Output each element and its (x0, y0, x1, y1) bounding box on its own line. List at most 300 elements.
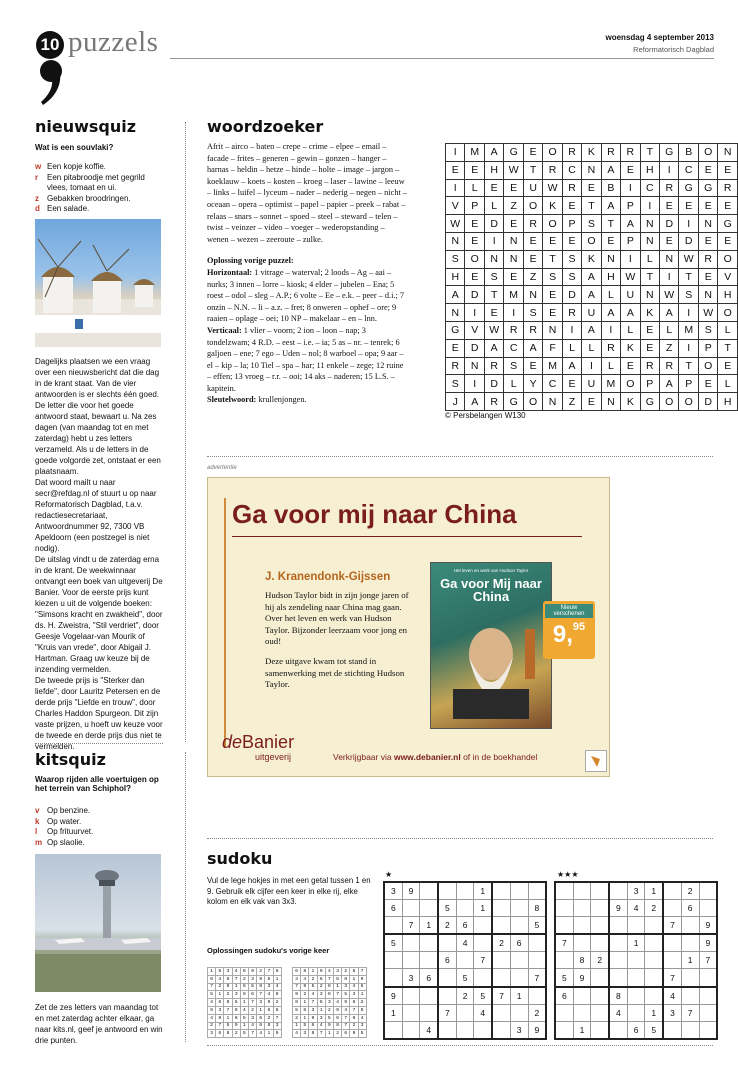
grid-letter: C (640, 179, 659, 197)
sudoku-cell: 1 (420, 917, 438, 935)
sudoku-cell: 5 (384, 934, 402, 952)
difficulty-stars-2: ★★★ (557, 870, 579, 879)
sudoku-cell (456, 952, 474, 969)
grid-letter: E (660, 232, 679, 250)
grid-letter: S (446, 250, 465, 268)
solution-cell: 8 (232, 1006, 240, 1014)
solution-cell: 8 (265, 1022, 273, 1030)
grid-letter: N (640, 286, 659, 304)
sudoku-cell (528, 952, 546, 969)
solution-cell: 4 (358, 1014, 366, 1022)
grid-letter: S (523, 304, 542, 322)
solution-cell: 4 (317, 1022, 325, 1030)
grid-letter: P (679, 375, 698, 393)
grid-letter: H (446, 268, 465, 286)
sudoku-cell (699, 1004, 717, 1021)
grid-letter: M (601, 375, 620, 393)
sudoku-cell: 1 (384, 1004, 402, 1021)
grid-letter: E (523, 250, 542, 268)
grid-letter: E (718, 161, 738, 179)
word-search-copyright: © Persbelangen W130 (445, 411, 526, 420)
grid-letter: N (698, 215, 717, 233)
sudoku-cell: 5 (474, 987, 492, 1005)
grid-letter: I (504, 304, 523, 322)
sudoku-cell: 5 (438, 900, 456, 917)
solution-cell: 5 (273, 1006, 281, 1014)
solution-cell: 6 (216, 1030, 224, 1038)
grid-letter: M (543, 357, 562, 375)
option: v Op benzine. (35, 806, 91, 815)
grid-letter: A (601, 304, 620, 322)
grid-letter: P (621, 197, 640, 215)
solution-cell: 7 (342, 1014, 350, 1022)
grid-letter: L (484, 197, 503, 215)
section-divider (207, 838, 713, 839)
grid-letter: E (504, 179, 523, 197)
solution-cell: 1 (333, 983, 341, 991)
solution-cell: 2 (309, 975, 317, 983)
grid-letter: R (484, 393, 503, 411)
solution-cell: 1 (317, 1006, 325, 1014)
sudoku-cell (420, 1004, 438, 1021)
grid-letter: U (582, 304, 601, 322)
solution-cell: 4 (208, 1014, 216, 1022)
solution-cell: 4 (301, 975, 309, 983)
solution-cell: 3 (224, 968, 232, 976)
grid-letter: E (698, 161, 717, 179)
grid-letter: O (465, 250, 484, 268)
grid-letter: H (484, 161, 503, 179)
grid-letter: O (621, 375, 640, 393)
sudoku-cell: 7 (438, 1004, 456, 1021)
solution-cell: 3 (309, 1006, 317, 1014)
solution-cell: 6 (224, 975, 232, 983)
solution-cell: 5 (248, 983, 256, 991)
grid-letter: D (660, 215, 679, 233)
sudoku-cell: 9 (699, 934, 717, 952)
grid-letter: N (582, 161, 601, 179)
word-list: Afrit – airco – baten – crepe – crime – elpee – email – facade – frites – generen – gewin – gonzen – hanger – harnas – heldin – hetze – hinde – holte – image – jargon – koeklauw – koets – kosten – kroeg – laser – lawine – leeuw – links – luifel – lyceum – nader – nederig – negen – nicht – oceaan – opera – optimist – papel – papier – preek – rabat – relaas – snars – sonnet – spoed – steel – steward – telen – twist – veinzer – video – voeger – wederopstanding – wenen – wezen – zeeroute – zulke. (207, 142, 407, 244)
sudoku-cell (456, 900, 474, 917)
solution-cell: 3 (248, 1014, 256, 1022)
solution-cell: 2 (208, 1022, 216, 1030)
solution-cell: 5 (232, 999, 240, 1007)
sudoku-cell (492, 900, 510, 917)
grid-letter: I (621, 250, 640, 268)
grid-letter: L (621, 321, 640, 339)
grid-letter: I (621, 179, 640, 197)
grid-letter: H (601, 268, 620, 286)
grid-letter: D (465, 286, 484, 304)
grid-letter: H (640, 161, 659, 179)
sudoku-cell (627, 1004, 645, 1021)
grid-letter: R (562, 144, 581, 162)
sudoku-cell (420, 900, 438, 917)
grid-letter: D (698, 393, 717, 411)
grid-letter: I (446, 179, 465, 197)
sudoku-cell (420, 987, 438, 1005)
solution-cell: 2 (350, 1022, 358, 1030)
grid-letter: R (718, 179, 738, 197)
sudoku-cell (591, 900, 609, 917)
solution-cell: 1 (208, 968, 216, 976)
solution-cell: 2 (301, 991, 309, 999)
sudoku-cell (627, 987, 645, 1005)
grid-letter: A (601, 161, 620, 179)
grid-letter: F (543, 339, 562, 357)
grid-letter: E (698, 197, 717, 215)
solution-cell: 4 (333, 999, 341, 1007)
grid-letter: T (484, 286, 503, 304)
solution-cell: 1 (232, 983, 240, 991)
grid-letter: I (601, 321, 620, 339)
solution-verticaal: Verticaal: 1 vlier – voorn; 2 ion – loon – nap; 3 tondelzwam; 4 R.D. – eest – i.e. – ia; 5 as – nr. – tenrek; 6 galjoen – ene; 7 ego – Uden – nol; 8 warboel – opa; 9 aar – el – kip – la; 10 Tiel – spa – har; 11 enkele – zege; 12 ruine – effen; 13 vroeg – r.r. – ooi; 14 aks – naderen; 15 L.S. – kapitein. (207, 325, 404, 393)
kitsquiz-body: Zet de zes letters van maandag tot en met zaterdag achter elkaar, ga naar kits.nl, geef je antwoord en win drie punten. (35, 1003, 163, 1045)
grid-letter: K (621, 393, 640, 411)
grid-letter: A (523, 339, 542, 357)
publisher-icon (585, 750, 607, 772)
solution-cell: 5 (240, 1030, 248, 1038)
nieuwsquiz-body: Dagelijks plaatsen we een vraag over een nieuwsbericht dat die dag in de krant staat. Van de vier antwoorden is er slechts één goed. De letter die voor het goede antwoord staat, bewaart u. Na zes dagen (van maandag tot en met zaterdag) hebt u zes letters verzameld. Als u de letters in de goede volgorde zet, ontstaat er een plaatsnaam. Dat woord mailt u naar secr@refdag.nl of stuurt u op naar Reformatorisch Dagblad, t.a.v. redactiesecretariaat, Antwoordnummer 92, 7300 VB Apeldoorn (een postzegel is niet nodig). De uitslag vindt u de zaterdag erna in de krant. De weekwinnaar ontvangt een boek van uitgeverij De Banier. Voor de eerste prijs kunt kiezen u uit de volgende boeken: "Simsons kracht en zwakheid", door ds. H. Zweistra, "Stil verdriet", door Geesje Vogelaar-van Mourik of "Kruis van vrede", door Abigail J. Hartman. Graag uw keuze bij de inzending vermelden. De tweede prijs is "Sterker dan liefde", door Lauritz Petersen en de derde prijs "Liefde en trouw", door Charles Haddon Spurgeon. Dit zijn vaste prijzen, u hoeft uw keuze voor de tweede en derde prijs dus niet te vermelden. (35, 357, 163, 751)
solution-cell: 8 (333, 1022, 341, 1030)
grid-letter: R (660, 179, 679, 197)
solution-cell: 3 (333, 968, 341, 976)
grid-letter: G (640, 393, 659, 411)
solution-cell: 3 (342, 983, 350, 991)
solution-cell: 7 (342, 1022, 350, 1030)
solution-cell: 2 (358, 999, 366, 1007)
solution-cell: 6 (317, 975, 325, 983)
option: k Op water. (35, 816, 82, 826)
solution-cell: 7 (216, 1022, 224, 1030)
sudoku-cell (699, 969, 717, 987)
grid-letter: T (601, 215, 620, 233)
grid-letter: L (640, 250, 659, 268)
grid-letter: V (465, 321, 484, 339)
sudoku-cell (456, 1021, 474, 1039)
grid-letter: H (718, 286, 738, 304)
section-divider (207, 456, 713, 457)
publisher-link[interactable]: www.debanier.nl (393, 752, 461, 762)
sudoku-cell (699, 987, 717, 1005)
ad-accent-line (224, 498, 226, 748)
grid-letter: R (523, 321, 542, 339)
solution-cell: 7 (293, 983, 301, 991)
solution-horizontaal: Horizontaal: 1 vitrage – waterval; 2 loods – Ag – aai – nurks; 3 innen – lorre – kiosk; 4 elder – jubelen – Ena; 5 roest – odol – sleg – A.P.; 6 volte – Ee – e.k. – peer – d.i.; 7 onzin – N.N. – li – a.z. – fret; 8 onweren – ophef – ore; 9 raaien – oplage – oei; 10 NP – makelaar – en – lnn. (207, 267, 405, 324)
publisher-subtitle: uitgeverij (255, 752, 292, 762)
sudoku-cell (438, 1021, 456, 1039)
solution-cell: 7 (208, 983, 216, 991)
grid-letter: J (446, 393, 465, 411)
grid-letter: P (698, 339, 717, 357)
solution-cell: 6 (309, 1022, 317, 1030)
sudoku-cell (492, 952, 510, 969)
solution-cell: 6 (358, 983, 366, 991)
sudoku-cell: 4 (609, 1004, 627, 1021)
sudoku-cell (609, 917, 627, 935)
grid-letter: W (698, 304, 717, 322)
grid-letter: A (621, 304, 640, 322)
solution-cell: 3 (301, 1030, 309, 1038)
sudoku-cell: 2 (438, 917, 456, 935)
sudoku-cell (384, 969, 402, 987)
solution-cell: 8 (325, 991, 333, 999)
solution-cell: 2 (224, 991, 232, 999)
sudoku-cell (609, 952, 627, 969)
solution-cell: 9 (301, 983, 309, 991)
option: r Een pitabroodje met gegrild vlees, tomaat en ui. (35, 172, 145, 192)
woordzoeker-text (207, 141, 407, 406)
grid-letter: E (718, 357, 738, 375)
grid-letter: L (562, 339, 581, 357)
sudoku-cell (474, 934, 492, 952)
sudoku-cell: 9 (699, 917, 717, 935)
solution-cell: 8 (293, 999, 301, 1007)
grid-letter: E (621, 161, 640, 179)
solution-cell: 9 (208, 1006, 216, 1014)
grid-letter: T (718, 339, 738, 357)
solution-cell: 2 (216, 983, 224, 991)
grid-letter: I (679, 339, 698, 357)
solution-cell: 4 (248, 1022, 256, 1030)
ad-body-2: Deze uitgave kwam tot stand in samenwerking met de stichting Hudson Taylor. (265, 656, 405, 689)
grid-letter: I (679, 304, 698, 322)
solution-cell: 2 (240, 975, 248, 983)
sudoku-cell: 5 (555, 969, 573, 987)
solution-cell: 9 (309, 1014, 317, 1022)
sudoku-solution-1 (207, 967, 282, 1038)
grid-letter: G (504, 144, 523, 162)
grid-letter: S (582, 215, 601, 233)
sudoku-cell (402, 952, 420, 969)
solution-cell: 5 (293, 1006, 301, 1014)
sudoku-cell: 3 (663, 1004, 681, 1021)
solution-cell: 9 (224, 983, 232, 991)
grid-letter: T (640, 144, 659, 162)
sudoku-cell: 3 (384, 882, 402, 900)
sudoku-cell (456, 1004, 474, 1021)
sudoku-cell: 2 (591, 952, 609, 969)
sudoku-cell: 9 (609, 900, 627, 917)
sudoku-cell: 7 (681, 1004, 699, 1021)
grid-letter: U (582, 375, 601, 393)
sudoku-cell (609, 969, 627, 987)
sudoku-cell: 8 (609, 987, 627, 1005)
grid-letter: N (446, 232, 465, 250)
grid-letter: K (621, 339, 640, 357)
grid-letter: C (679, 161, 698, 179)
solution-cell: 9 (333, 1006, 341, 1014)
sudoku-cell (555, 900, 573, 917)
grid-letter: Z (523, 268, 542, 286)
grid-letter: R (640, 357, 659, 375)
grid-letter: K (640, 304, 659, 322)
grid-letter: G (504, 393, 523, 411)
sudoku-cell: 2 (528, 1004, 546, 1021)
grid-letter: P (562, 215, 581, 233)
grid-letter: M (679, 321, 698, 339)
grid-letter: Z (504, 197, 523, 215)
sudoku-cell: 7 (492, 987, 510, 1005)
windmills-photo (35, 219, 161, 347)
grid-letter: R (562, 304, 581, 322)
grid-letter: M (465, 144, 484, 162)
sudoku-cell: 6 (456, 917, 474, 935)
solution-cell: 4 (342, 1006, 350, 1014)
sudoku-cell (402, 987, 420, 1005)
sudoku-cell (555, 1021, 573, 1039)
grid-letter: T (640, 268, 659, 286)
solution-cell: 9 (350, 1030, 358, 1038)
sudoku-cell (384, 1021, 402, 1039)
solution-cell: 1 (358, 991, 366, 999)
solution-cell: 9 (216, 1014, 224, 1022)
grid-letter: R (523, 215, 542, 233)
solution-cell: 3 (325, 999, 333, 1007)
sudoku-cell: 2 (492, 934, 510, 952)
grid-letter: R (601, 144, 620, 162)
sudoku-cell: 2 (681, 882, 699, 900)
grid-letter: S (543, 268, 562, 286)
price-cents: 95 (572, 621, 586, 633)
grid-letter: W (446, 215, 465, 233)
solution-cell: 3 (317, 1014, 325, 1022)
solution-cell: 9 (265, 999, 273, 1007)
solution-cell: 8 (309, 1030, 317, 1038)
sudoku-cell: 2 (645, 900, 663, 917)
sudoku-cell (627, 917, 645, 935)
solution-cell: 3 (216, 1006, 224, 1014)
sudoku-cell (492, 882, 510, 900)
grid-letter: Z (660, 339, 679, 357)
sudoku-cell (591, 1021, 609, 1039)
solution-cell: 1 (293, 1022, 301, 1030)
kitsquiz-title: kitsquiz (35, 750, 106, 769)
option: d Een salade. (35, 204, 90, 213)
grid-letter: E (484, 179, 503, 197)
grid-letter: S (562, 250, 581, 268)
grid-letter: G (660, 144, 679, 162)
solution-cell: 5 (301, 1022, 309, 1030)
grid-letter: E (640, 339, 659, 357)
solution-cell: 2 (232, 1030, 240, 1038)
grid-letter: C (504, 339, 523, 357)
solution-cell: 8 (232, 1014, 240, 1022)
grid-letter: R (446, 357, 465, 375)
sudoku-cell (591, 1004, 609, 1021)
sudoku-cell: 5 (645, 1021, 663, 1039)
sudoku-cell (420, 934, 438, 952)
sudoku-cell: 6 (681, 900, 699, 917)
solution-cell: 6 (342, 1030, 350, 1038)
solution-cell: 1 (273, 975, 281, 983)
nieuwsquiz-title: nieuwsquiz (35, 117, 137, 136)
grid-letter: A (446, 286, 465, 304)
grid-letter: N (640, 232, 659, 250)
grid-letter: E (718, 197, 738, 215)
sudoku-cell (474, 917, 492, 935)
solution-cell: 5 (342, 991, 350, 999)
column-divider (185, 752, 186, 1042)
publisher-logo: deBanier (222, 732, 295, 752)
sudoku-cell: 1 (645, 882, 663, 900)
grid-letter: E (465, 161, 484, 179)
grid-letter: D (465, 339, 484, 357)
grid-letter: N (640, 215, 659, 233)
grid-letter: N (446, 304, 465, 322)
solution-cell: 2 (333, 1030, 341, 1038)
solution-cell: 1 (224, 1014, 232, 1022)
solution-cell: 7 (358, 968, 366, 976)
sudoku-cell (663, 934, 681, 952)
solution-cell: 6 (265, 1006, 273, 1014)
sudoku-cell (510, 952, 528, 969)
grid-letter: O (543, 144, 562, 162)
sudoku-cell: 1 (510, 987, 528, 1005)
grid-letter: K (582, 250, 601, 268)
price-tag (543, 601, 595, 659)
sudoku-cell (663, 1021, 681, 1039)
sudoku-cell: 7 (663, 969, 681, 987)
sudoku-cell: 9 (573, 969, 591, 987)
grid-letter: I (484, 232, 503, 250)
grid-letter: A (660, 375, 679, 393)
grid-letter: O (660, 393, 679, 411)
grid-letter: O (718, 250, 738, 268)
grid-letter: N (465, 357, 484, 375)
sudoku-cell (573, 934, 591, 952)
grid-letter: O (523, 393, 542, 411)
grid-letter: A (601, 197, 620, 215)
solution-cell: 6 (257, 1014, 265, 1022)
grid-letter: E (523, 144, 542, 162)
sudoku-cell (663, 952, 681, 969)
grid-letter: Z (562, 393, 581, 411)
grid-letter: A (582, 286, 601, 304)
grid-letter: P (621, 232, 640, 250)
sudoku-cell (645, 987, 663, 1005)
solution-cell: 1 (309, 968, 317, 976)
sudoku-cell (492, 917, 510, 935)
grid-letter: V (446, 197, 465, 215)
sudoku-cell: 7 (555, 934, 573, 952)
grid-letter: I (446, 144, 465, 162)
solution-cell: 3 (248, 975, 256, 983)
grid-letter: G (446, 321, 465, 339)
header-date: woensdag 4 september 2013 (605, 33, 714, 42)
sudoku-cell: 6 (438, 952, 456, 969)
solution-cell: 4 (208, 999, 216, 1007)
book-cover (430, 562, 552, 729)
grid-letter: V (718, 268, 738, 286)
grid-letter: E (543, 304, 562, 322)
sudoku-cell (591, 917, 609, 935)
ad-body-1: Hudson Taylor bidt in zijn jonge jaren of hij als zendeling naar China mag gaan. Over het leven en werk van Hudson Taylor. Bijzonder leerzaam voor jong en oud! (265, 590, 409, 646)
grid-letter: U (523, 179, 542, 197)
price-label: Nieuw verschenen (545, 604, 593, 618)
grid-letter: W (484, 321, 503, 339)
grid-letter: A (660, 304, 679, 322)
sudoku-cell (699, 1021, 717, 1039)
sudoku-cell (663, 900, 681, 917)
sudoku-cell (573, 1004, 591, 1021)
option: z Gebakken broodringen. (35, 193, 131, 203)
grid-letter: O (718, 304, 738, 322)
grid-letter: L (465, 179, 484, 197)
option: m Op slaolie. (35, 837, 85, 847)
sudoku-solutions-label: Oplossingen sudoku's vorige keer (207, 946, 330, 955)
sudoku-cell (555, 1004, 573, 1021)
